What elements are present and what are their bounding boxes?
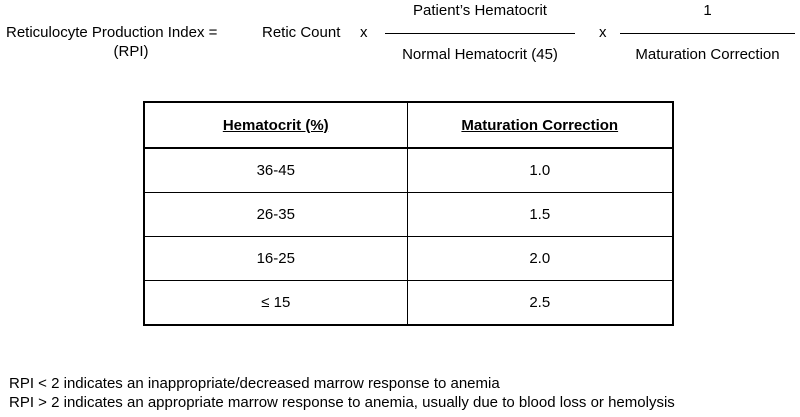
formula-fraction2-bar [620, 33, 795, 34]
hematocrit-cell: 16-25 [144, 237, 407, 281]
maturation-correction-table [143, 101, 674, 326]
interpretation-notes [9, 374, 675, 412]
note-high-rpi: RPI > 2 indicates an appropriate marrow response to anemia, usually due to blood loss or hemolysis [9, 394, 675, 411]
formula-fraction1-bar [385, 33, 575, 34]
formula-multiply-1: x [360, 24, 368, 41]
correction-cell: 2.0 [407, 237, 673, 281]
correction-cell: 1.5 [407, 193, 673, 237]
formula-fraction2-numerator: 1 [703, 2, 712, 19]
formula-lhs-label: Reticulocyte Production Index = [6, 24, 218, 41]
table-header-row [144, 102, 673, 148]
table-row [144, 237, 673, 281]
hematocrit-cell: 36-45 [144, 148, 407, 193]
header-hematocrit: Hematocrit (%) [144, 102, 407, 148]
table-row [144, 281, 673, 326]
hematocrit-cell: 26-35 [144, 193, 407, 237]
formula-fraction1-numerator: Patient’s Hematocrit [413, 2, 547, 19]
note-low-rpi: RPI < 2 indicates an inappropriate/decreased marrow response to anemia [9, 375, 500, 392]
formula-fraction2-denominator: Maturation Correction [635, 46, 780, 63]
formula-multiply-2: x [599, 24, 607, 41]
correction-cell: 2.5 [407, 281, 673, 326]
formula-fraction1-denominator: Normal Hematocrit (45) [402, 46, 558, 63]
table-row [144, 148, 673, 193]
table-row [144, 193, 673, 237]
formula-retic-count: Retic Count [262, 24, 341, 41]
header-maturation-correction: Maturation Correction [407, 102, 673, 148]
formula-lhs-abbreviation: (RPI) [113, 43, 149, 60]
hematocrit-cell: ≤ 15 [144, 281, 407, 326]
correction-cell: 1.0 [407, 148, 673, 193]
